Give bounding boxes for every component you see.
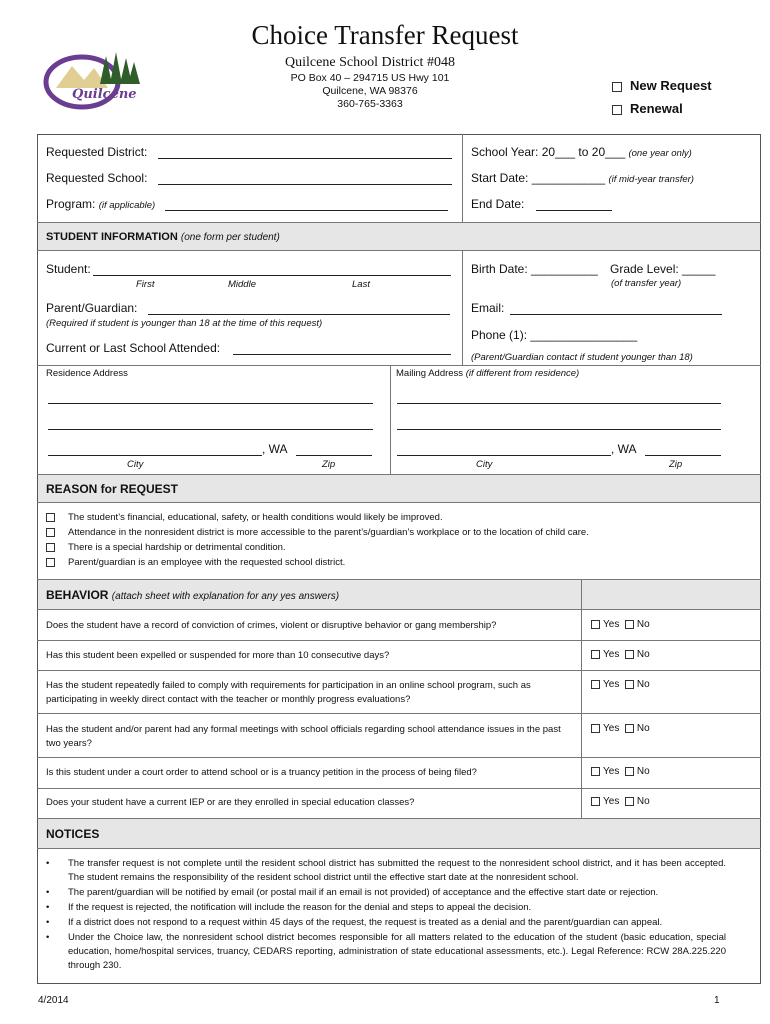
end-date-field[interactable] xyxy=(536,210,612,211)
yes-checkbox[interactable] xyxy=(591,620,600,629)
mailing-zip-caption: Zip xyxy=(669,459,683,470)
mailing-line-1[interactable] xyxy=(397,403,721,404)
no-checkbox[interactable] xyxy=(625,797,634,806)
grade-level-note: (of transfer year) xyxy=(611,278,682,289)
behavior-heading: BEHAVIOR (attach sheet with explanation for any yes answers) xyxy=(46,588,340,602)
mailing-wa-label: , WA xyxy=(611,442,637,456)
student-last-caption: Last xyxy=(352,279,370,290)
new-request-label: New Request xyxy=(630,78,712,93)
end-date-label: End Date: xyxy=(471,197,525,211)
behavior-answer[interactable]: Yes No xyxy=(591,796,650,807)
new-request-option[interactable] xyxy=(612,78,712,93)
reason-checkbox[interactable] xyxy=(46,558,55,567)
requested-school-label: Requested School: xyxy=(46,171,148,185)
email-label: Email: xyxy=(471,301,505,315)
no-checkbox[interactable] xyxy=(625,680,634,689)
yes-checkbox[interactable] xyxy=(591,680,600,689)
requested-school-field[interactable] xyxy=(158,184,452,185)
email-field[interactable] xyxy=(510,314,722,315)
phone-label[interactable]: Phone (1): ________________ xyxy=(471,328,638,342)
behavior-question: Has the student and/or parent had any formal meetings with school officials regarding school attendance issues in the past two years? xyxy=(46,724,561,749)
notices-heading: NOTICES xyxy=(46,827,100,841)
residence-zip-field[interactable] xyxy=(296,455,372,456)
contact-note: (Parent/Guardian contact if student younger than 18) xyxy=(471,352,693,363)
reason-text: The student’s financial, educational, safety, or health conditions would likely be improved. xyxy=(68,512,443,523)
behavior-answer[interactable]: Yes No xyxy=(591,649,650,660)
notices-header-bg xyxy=(38,818,760,848)
mailing-line-2[interactable] xyxy=(397,429,721,430)
behavior-answer[interactable]: Yes No xyxy=(591,766,650,777)
new-request-checkbox[interactable] xyxy=(612,82,622,92)
parent-label: Parent/Guardian: xyxy=(46,301,138,315)
start-date-note: (if mid-year transfer) xyxy=(608,174,694,185)
notice-item: • The parent/guardian will be notified by email (or postal mail if an email is not provided) of acceptance and the effective start date or rejection. xyxy=(46,887,659,898)
school-year-row[interactable] xyxy=(471,145,692,159)
behavior-note: (attach sheet with explanation for any yes answers) xyxy=(111,591,340,602)
student-first-caption: First xyxy=(136,279,155,290)
district-phone: 360-765-3363 xyxy=(337,98,403,110)
mailing-city-caption: City xyxy=(476,459,493,470)
page-number: 1 xyxy=(714,995,720,1006)
student-name-field[interactable] xyxy=(93,275,451,276)
residence-city-caption: City xyxy=(127,459,144,470)
reason-checkbox[interactable] xyxy=(46,543,55,552)
residence-zip-caption: Zip xyxy=(322,459,336,470)
renewal-checkbox[interactable] xyxy=(612,105,622,115)
district-address-line1: PO Box 40 – 294715 US Hwy 101 xyxy=(290,72,450,84)
program-note: (if applicable) xyxy=(98,200,156,211)
parent-field[interactable] xyxy=(148,314,450,315)
grade-level-label[interactable]: Grade Level: _____ xyxy=(610,262,716,276)
logo-graphic xyxy=(42,48,142,110)
behavior-question: Does your student have a current IEP or are they enrolled in special education classes? xyxy=(46,797,415,808)
reason-item[interactable] xyxy=(46,557,345,568)
requested-district-field[interactable] xyxy=(158,158,452,159)
reason-text: There is a special hardship or detrimental condition. xyxy=(68,542,286,553)
yes-checkbox[interactable] xyxy=(591,650,600,659)
behavior-answer[interactable]: Yes No xyxy=(591,619,650,630)
notice-item: • If a district does not respond to a request within 45 days of the request, the request is treated as a denial and the parent/guardian can appeal. xyxy=(46,917,663,928)
mailing-city-field[interactable] xyxy=(397,455,611,456)
program-label-row xyxy=(46,197,155,211)
residence-wa-label: , WA xyxy=(262,442,288,456)
student-middle-caption: Middle xyxy=(228,279,256,290)
behavior-question: Has the student repeatedly failed to comply with requirements for participation in an online school program, such as participating in weekly direct contact with the teacher or monthly progress evaluations? xyxy=(46,680,531,705)
renewal-option[interactable] xyxy=(612,101,683,116)
start-date-row[interactable] xyxy=(471,171,694,185)
yes-checkbox[interactable] xyxy=(591,724,600,733)
reason-heading: REASON for REQUEST xyxy=(46,482,179,496)
yes-checkbox[interactable] xyxy=(591,767,600,776)
reason-item[interactable] xyxy=(46,527,589,538)
district-address-line2: Quilcene, WA 98376 xyxy=(322,85,418,97)
residence-line-1[interactable] xyxy=(48,403,373,404)
student-info-note: (one form per student) xyxy=(180,232,280,243)
residence-line-2[interactable] xyxy=(48,429,373,430)
reason-text: Parent/guardian is an employee with the requested school district. xyxy=(68,557,346,568)
district-name: Quilcene School District #048 xyxy=(285,55,455,70)
footer-date: 4/2014 xyxy=(38,995,69,1006)
district-logo xyxy=(42,48,142,110)
parent-note: (Required if student is younger than 18 at the time of this request) xyxy=(46,318,323,329)
no-checkbox[interactable] xyxy=(625,650,634,659)
school-year-note: (one year only) xyxy=(628,148,692,159)
current-school-field[interactable] xyxy=(233,354,451,355)
reason-text: Attendance in the nonresident district is more accessible to the parent’s/guardian’s workplace or to the location of child care. xyxy=(68,527,589,538)
notice-item: • Under the Choice law, the nonresident school district becomes responsible for all matters related to the education of the student (basic education, special education, home/hospital services, truancy, CEDARS reporting, administration of state educational assessments, etc.). Legal Reference: RCW 28A.225.220 through 230. xyxy=(46,932,726,971)
notice-item: • The transfer request is not complete until the resident school district has submitted the request to the nonresident school district, and it has been accepted. The student remains the responsibility of the resident school district until the effective start date at the nonresident school. xyxy=(46,858,726,883)
start-date-label: Start Date: ___________ xyxy=(471,171,606,185)
no-checkbox[interactable] xyxy=(625,767,634,776)
svg-text:Quilcene: Quilcene xyxy=(72,87,137,102)
student-info-heading: STUDENT INFORMATION (one form per student) xyxy=(46,231,280,243)
residence-address-label: Residence Address xyxy=(46,368,128,379)
behavior-question: Has this student been expelled or suspended for more than 10 consecutive days? xyxy=(46,650,390,661)
school-year-label: School Year: 20___ to 20___ xyxy=(471,145,626,159)
reason-checkbox[interactable] xyxy=(46,528,55,537)
behavior-answer[interactable]: Yes No xyxy=(591,679,650,690)
birth-date-label[interactable]: Birth Date: __________ xyxy=(471,262,598,276)
no-checkbox[interactable] xyxy=(625,620,634,629)
behavior-question: Is this student under a court order to attend school or is a truancy petition in the process of being filed? xyxy=(46,767,477,778)
program-label: Program: xyxy=(46,197,96,211)
notice-item: • If the request is rejected, the notification will include the reason for the denial and steps to appeal the decision. xyxy=(46,902,532,913)
reason-item[interactable] xyxy=(46,542,286,553)
renewal-label: Renewal xyxy=(630,101,683,116)
student-label: Student: xyxy=(46,262,91,276)
mailing-zip-field[interactable] xyxy=(645,455,721,456)
behavior-question: Does the student have a record of conviction of crimes, violent or disruptive behavior or gang membership? xyxy=(46,620,497,631)
mailing-note: (if different from residence) xyxy=(465,368,580,379)
yes-checkbox[interactable] xyxy=(591,797,600,806)
behavior-answer[interactable]: Yes No xyxy=(591,723,650,734)
requested-district-label: Requested District: xyxy=(46,145,148,159)
no-checkbox[interactable] xyxy=(625,724,634,733)
residence-city-field[interactable] xyxy=(48,455,262,456)
program-field[interactable] xyxy=(165,210,448,211)
current-school-label: Current or Last School Attended: xyxy=(46,341,221,355)
form-title: Choice Transfer Request xyxy=(251,20,519,50)
reason-checkbox[interactable] xyxy=(46,513,55,522)
mailing-address-heading: Mailing Address (if different from residence) xyxy=(396,368,580,379)
reason-item[interactable] xyxy=(46,512,443,523)
